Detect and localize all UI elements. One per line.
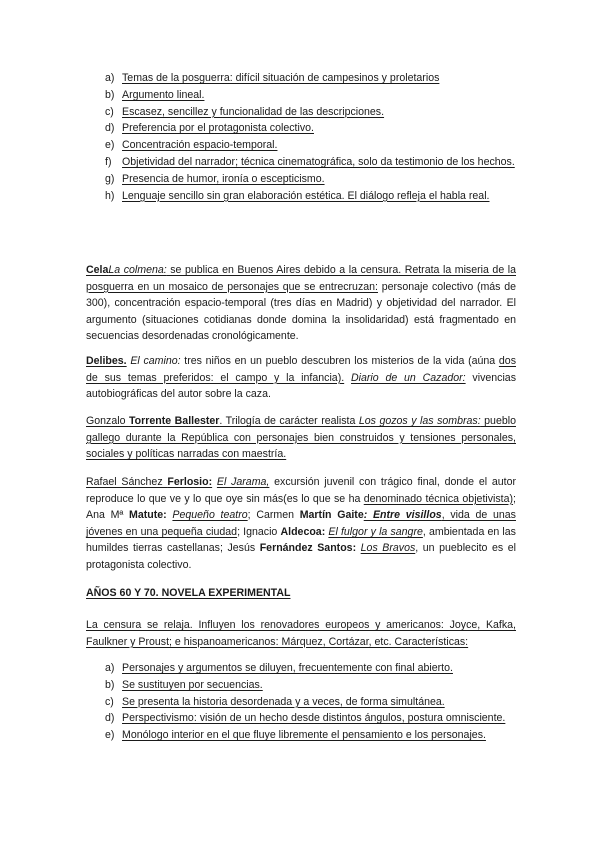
- paragraph-text: denominado técnica objetivista): [363, 492, 514, 505]
- paragraph-text: ; Ignacio: [237, 525, 281, 538]
- list-marker: h): [105, 189, 115, 202]
- list-marker: a): [105, 662, 115, 674]
- list-marker: g): [105, 172, 115, 185]
- author-name: Aldecoa:: [280, 525, 326, 538]
- list-item: [86, 660, 516, 677]
- work-title: El camino:: [130, 355, 181, 367]
- work-title: El Jarama,: [216, 476, 270, 488]
- list-item-text: Monólogo interior en el que fluye libremente el pensamiento e los personajes.: [122, 729, 486, 742]
- list-marker: b): [105, 88, 115, 101]
- list-item-text: Personajes y argumentos se diluyen, frecuentemente con final abierto.: [122, 662, 453, 674]
- list-item-text: Se sustituyen por secuencias.: [122, 678, 263, 691]
- list-item-text: Presencia de humor, ironía o escepticismo.: [122, 172, 325, 185]
- list-item-text: Objetividad del narrador; técnica cinematográfica, solo da testimonio de los hechos.: [122, 155, 515, 168]
- list-item-text: Lenguaje sencillo sin gran elaboración estética. El diálogo refleja el habla real.: [122, 189, 490, 202]
- work-title: : Entre visillos: [363, 509, 442, 522]
- list-item-text: Concentración espacio-temporal.: [122, 139, 278, 152]
- paragraph-text: , vida de unas jóvenes en una pequeña ciudad: [86, 509, 516, 538]
- list-item-text: Argumento lineal.: [122, 88, 205, 101]
- paragraph-text: . Trilogía de carácter realista: [219, 415, 359, 427]
- list-item: [86, 104, 516, 121]
- author-name: Fernández Santos:: [259, 542, 357, 555]
- paragraph-text: , ambientada en las humildes tierras castellanas; Jesús: [86, 525, 516, 555]
- list-item: [86, 120, 516, 137]
- author-name: Matute:: [129, 509, 167, 522]
- author-name: Torrente Ballester: [128, 415, 220, 427]
- list-item-text: Se presenta la historia desordenada y a veces, de forma simultánea.: [122, 695, 445, 708]
- paragraph-text: pueblo gallego durante la República con personajes bien construidos y tensiones: [86, 415, 516, 444]
- list-item: [86, 677, 516, 694]
- list-item: [86, 694, 516, 711]
- work-title: Los gozos y las sombras:: [358, 415, 481, 427]
- list-marker: a): [105, 72, 115, 84]
- work-title: Pequeño teatro: [172, 509, 248, 522]
- work-title: El fulgor y la sangre: [328, 525, 423, 538]
- list-marker: c): [105, 695, 114, 708]
- author-name: Delibes.: [86, 355, 127, 367]
- paragraph-text: , un pueblecito es el protagonista colectivo.: [86, 542, 516, 571]
- list-item: [86, 70, 516, 87]
- list-item: [86, 171, 516, 188]
- work-title: Diario de un Cazador:: [350, 371, 466, 384]
- author-name: Ferlosio:: [167, 476, 213, 488]
- paragraph-text: excursión juvenil con trágico final, donde el autor reproduce lo que ve y lo que oye sin más(es lo que se ha: [86, 476, 516, 505]
- list-marker: c): [105, 105, 114, 118]
- author-first-name: Rafael Sánchez: [86, 476, 168, 488]
- characteristics-list-experimental: [86, 660, 516, 744]
- author-name: Cela: [86, 264, 109, 276]
- paragraph-delibes: [86, 353, 516, 403]
- list-item: [86, 137, 516, 154]
- list-marker: f): [105, 155, 112, 168]
- paragraph-intro: La censura se relaja. Influyen los renovadores europeos y americanos: Joyce, Kafka, Faulkner y Proust; e hispanoamericanos: Márquez, Cortázar, etc. Características:: [86, 619, 516, 648]
- section-heading: AÑOS 60 Y 70. NOVELA EXPERIMENTAL: [86, 587, 291, 599]
- list-marker: e): [105, 729, 115, 742]
- list-item: [86, 87, 516, 104]
- list-marker: b): [105, 678, 115, 691]
- author-name: Martín Gaite: [299, 509, 364, 522]
- paragraph-torrente: [86, 413, 516, 463]
- work-title: Los Bravos: [360, 542, 416, 555]
- paragraph-text: se publica en Buenos Aires debido a la censura. Retrata la miseria de la posguerra en un mosaico de personajes que se entrecruzan:: [86, 264, 516, 293]
- list-marker: d): [105, 122, 115, 135]
- paragraph-cela: [86, 262, 516, 345]
- list-item-text: Preferencia por el protagonista colectivo.: [122, 122, 314, 135]
- paragraph-text: dos de sus temas preferidos: el campo y la infancia).: [86, 355, 516, 384]
- list-item: [86, 710, 516, 727]
- paragraph-text: tres niños en un pueblo descubren los misterios de la vida (aúna: [180, 355, 499, 367]
- list-item: [86, 188, 516, 205]
- paragraph-text: ; Ana Mª: [86, 492, 516, 522]
- list-item-text: Perspectivismo: visión de un hecho desde distintos ángulos, postura omnisciente.: [122, 712, 506, 725]
- paragraph-ferlosio: [86, 474, 516, 574]
- paragraph-text: ; Carmen: [247, 509, 300, 522]
- paragraph-text: vivencias autobiográficas del autor sobre la caza.: [86, 371, 516, 401]
- work-title: La colmena:: [108, 264, 167, 276]
- paragraph-text: personaje colectivo (más de 300), concentración espacio-temporal (tres días en Madrid) y objetividad del narrador. El argumento (situaciones cotidianas donde domina la insolidaridad) está fragmentado en secuencias desordenadas cronológicamente.: [86, 280, 517, 343]
- list-marker: d): [105, 712, 115, 725]
- list-item-text: Temas de la posguerra: difícil situación de campesinos y proletarios: [122, 72, 440, 84]
- list-item-text: Escasez, sencillez y funcionalidad de las descripciones.: [122, 105, 385, 118]
- list-item: [86, 154, 516, 171]
- characteristics-list-postwar: [86, 70, 516, 204]
- list-item: [86, 727, 516, 744]
- paragraph-text: personales, sociales y políticas narradas con maestría.: [86, 431, 516, 461]
- author-first-name: Gonzalo: [86, 415, 129, 427]
- list-marker: e): [105, 139, 115, 152]
